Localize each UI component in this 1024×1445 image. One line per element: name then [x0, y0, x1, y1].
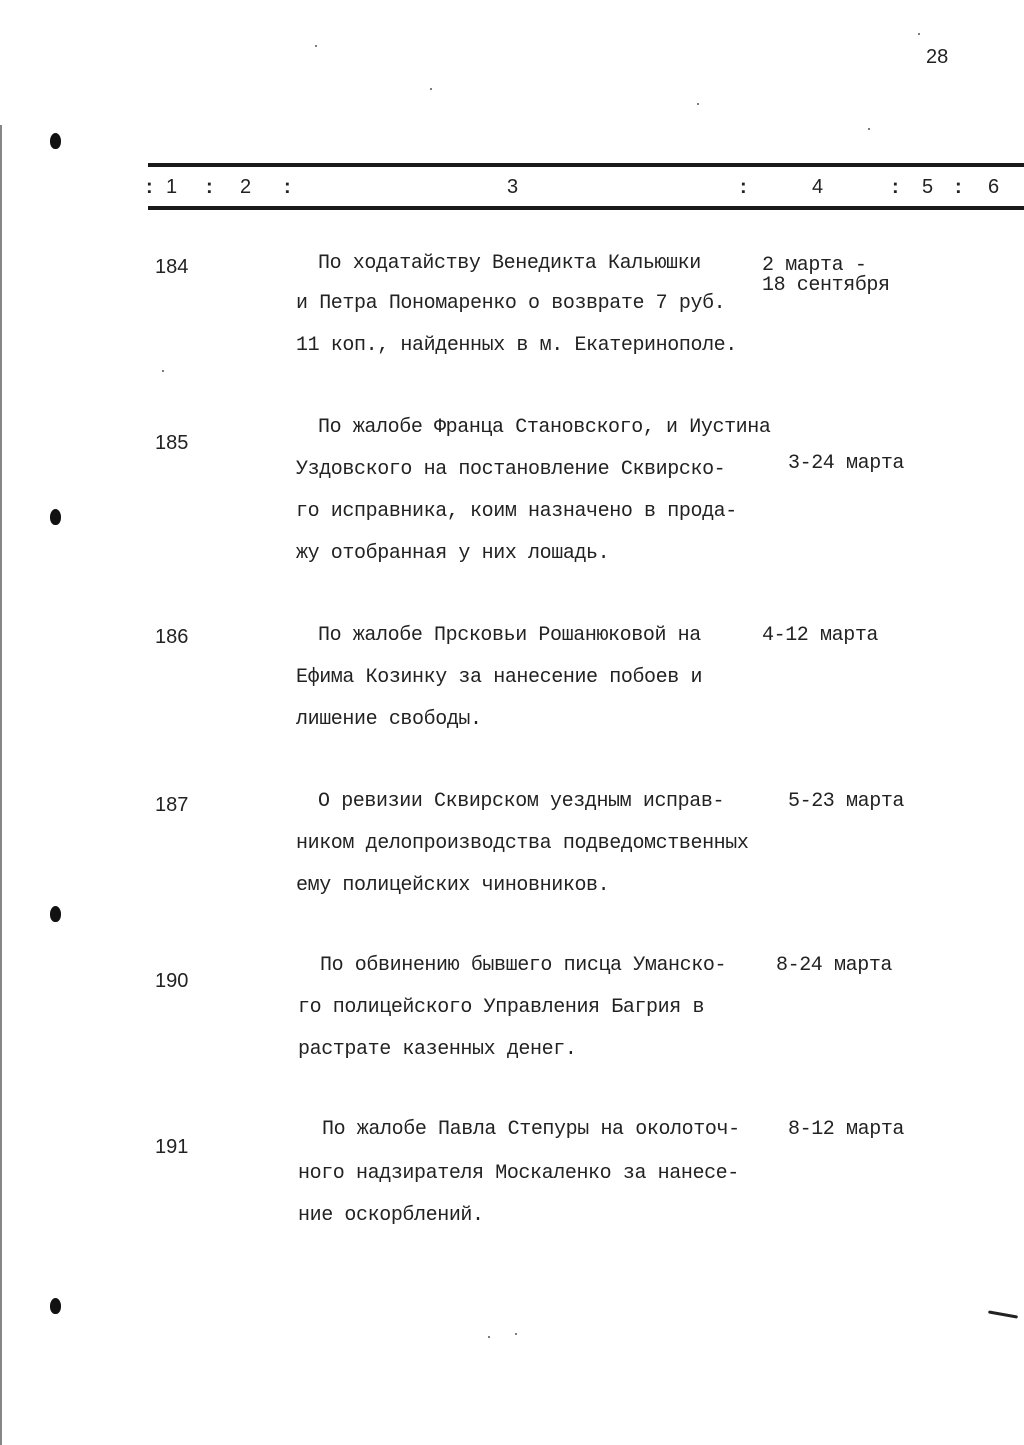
- entry-number: 190: [155, 970, 189, 992]
- column-header-5: 5: [922, 176, 934, 198]
- scan-speck: [697, 103, 699, 105]
- entry-description-line: По жалобе Прсковьи Рошанюковой на: [318, 624, 701, 647]
- scan-speck: [162, 370, 164, 372]
- entry-number: 191: [155, 1136, 189, 1158]
- entry-description-line: ние оскорблений.: [298, 1204, 484, 1227]
- column-separator: :: [955, 176, 962, 198]
- column-separator: :: [146, 176, 153, 198]
- entry-description-line: ного надзирателя Москаленко за нанесе-: [298, 1162, 739, 1185]
- column-separator: :: [284, 176, 291, 198]
- column-separator: :: [206, 176, 213, 198]
- entry-description-line: ником делопроизводства подведомственных: [296, 832, 749, 855]
- scan-speck: [315, 45, 317, 47]
- header-rule-bottom: [148, 206, 1024, 210]
- scan-speck: [430, 88, 432, 90]
- entry-description-line: По жалобе Франца Становского, и Иустина: [318, 416, 771, 439]
- entry-date: 8-24 марта: [776, 954, 893, 977]
- scan-speck: [918, 33, 920, 35]
- punch-hole-icon: [50, 1298, 61, 1314]
- page-left-edge-shadow: [0, 125, 2, 1445]
- entry-number: 186: [155, 626, 189, 648]
- entry-description-line: По обвинению бывшего писца Уманско-: [320, 954, 727, 977]
- entry-number: 185: [155, 432, 189, 454]
- entry-description-line: жу отобранная у них лошадь.: [296, 542, 610, 565]
- page-number: 28: [926, 46, 949, 68]
- header-rule-top: [148, 163, 1024, 167]
- entry-description-line: ему полицейских чиновников.: [296, 874, 610, 897]
- column-separator: :: [740, 176, 747, 198]
- entry-date: 5-23 марта: [788, 790, 905, 813]
- scan-speck: [868, 128, 870, 130]
- column-header-2: 2: [240, 176, 252, 198]
- column-header-1: 1: [166, 176, 178, 198]
- entry-date: 3-24 марта: [788, 452, 905, 475]
- entry-description-line: лишение свободы.: [296, 708, 482, 731]
- entry-description-line: По ходатайству Венедикта Кальюшки: [318, 252, 701, 275]
- entry-date: 8-12 марта: [788, 1118, 905, 1141]
- entry-date-end: 18 сентября: [762, 274, 890, 297]
- entry-description-line: и Петра Пономаренко о возврате 7 руб.: [296, 292, 726, 315]
- column-separator: :: [892, 176, 899, 198]
- punch-hole-icon: [50, 133, 61, 149]
- column-header-4: 4: [812, 176, 824, 198]
- entry-description-line: 11 коп., найденных в м. Екатеринополе.: [296, 334, 737, 357]
- entry-description-line: По жалобе Павла Степуры на околоточ-: [322, 1118, 740, 1141]
- entry-description-line: го исправника, коим назначено в прода-: [296, 500, 737, 523]
- scan-speck: [515, 1333, 517, 1335]
- entry-description-line: Уздовского на постановление Сквирско-: [296, 458, 726, 481]
- column-header-6: 6: [988, 176, 1000, 198]
- entry-description-line: Ефима Козинку за нанесение побоев и: [296, 666, 703, 689]
- punch-hole-icon: [50, 509, 61, 525]
- column-header-3: 3: [507, 176, 519, 198]
- entry-date: 2 марта -: [762, 254, 867, 277]
- entry-description-line: го полицейского Управления Багрия в: [298, 996, 705, 1019]
- entry-description-line: О ревизии Сквирском уездным исправ-: [318, 790, 725, 813]
- entry-number: 187: [155, 794, 189, 816]
- margin-pen-mark: [988, 1310, 1018, 1318]
- entry-description-line: растрате казенных денег.: [298, 1038, 577, 1061]
- table-column-header: [0, 176, 1024, 204]
- scan-speck: [488, 1336, 490, 1338]
- entry-number: 184: [155, 256, 189, 278]
- entry-date: 4-12 марта: [762, 624, 879, 647]
- punch-hole-icon: [50, 906, 61, 922]
